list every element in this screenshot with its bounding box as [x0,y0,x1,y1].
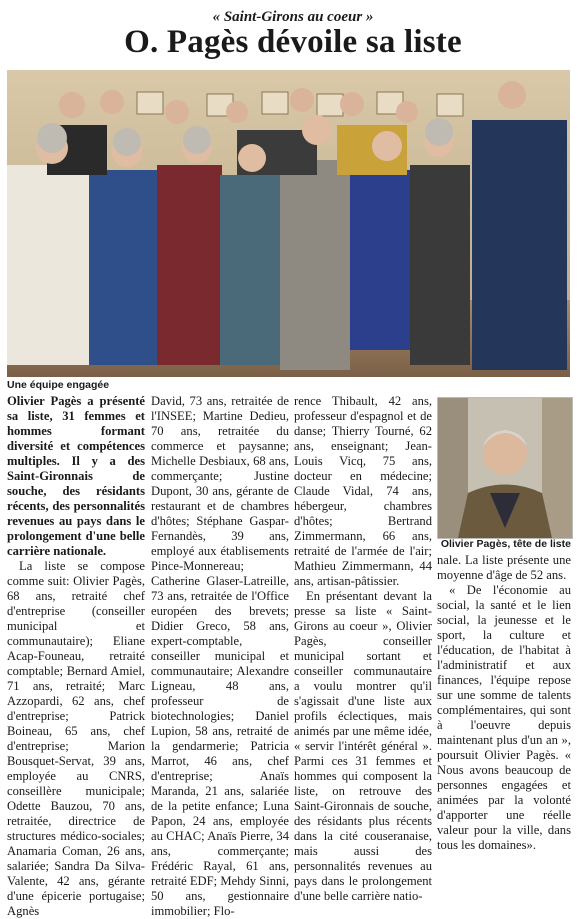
text-column-2 [151,394,289,919]
portrait-image [438,398,572,538]
group-photo-image [7,70,570,377]
article-headline: O. Pagès dévoile sa liste [124,24,462,60]
lead-paragraph: Olivier Pagès a présenté sa liste, 31 femmes et hommes formant diversité et compétences multiples. Il y a des Saint-Gironnais de souche, des résidants récents, des personnalités revenues au pays dans le prolongement d'une belle carrière nationale. [7,394,145,558]
portrait-caption: Olivier Pagès, tête de liste [440,538,571,550]
text-column-4 [437,553,571,853]
group-photo [7,70,570,377]
paragraph: La liste se compose comme suit: Olivier Pagès, 68 ans, retraité chef d'entreprise (conseiller municipal et communautaire); Eliane Acap-Founeau, retraité comptable; Bernard Amiel, 71 ans, retraité; Marc Azzopardi, 62 ans, chef d'entreprise; Patrick Boineau, 65 ans, chef d'entreprise; Marion Bousquet-Servat, 39 ans, employée au CNRS, conseillère municipale; Odette Bauzou, 70 ans, retraitée, directrice de structures médico-sociales; Anamaria Coman, 26 ans, salariée; Sandra Da Silva-Valente, 42 ans, gérante d'une épicerie portugaise; Agnès [7,559,145,918]
photo-caption: Une équipe engagée [7,379,110,391]
portrait-photo [437,397,573,539]
paragraph: rence Thibault, 42 ans, professeur d'espagnol et de danse; Thierry Tourné, 62 ans, enseignant; Jean-Louis Vicq, 75 ans, docteur en médecine; Claude Vidal, 74 ans, hébergeur, chambres d'hôtes; Bertrand Zimmermann, 66 ans, retraité de l'armée de l'air; Mathieu Zimmermann, 44 ans, artisan-pâtissier. [294,394,432,588]
article-kicker: « Saint-Girons au coeur » [212,9,374,25]
text-column-1 [7,394,145,919]
paragraph: David, 73 ans, retraitée de l'INSEE; Martine Dedieu, 70 ans, retraitée du commerce et paysanne; Michelle Desbiaux, 68 ans, commerçante; Justine Dupont, 30 ans, gérante de restaurant et de chambres d'hôtes; Stéphane Gaspar-Fernandès, 39 ans, employé aux établisements Pince-Monnereau; Catherine Glaser-Latreille, 73 ans, retraitée de l'Office européen des brevets; Didier Greco, 58 ans, expert-comptable, conseiller municipal et communautaire; Alexandre Ligneau, 48 ans, professeur de biotechnologies; Daniel Lupion, 58 ans, retraité de la gendarmerie; Patricia Marrot, 46 ans, chef d'entreprise; Anaïs Maranda, 21 ans, salariée de la petite enfance; Luna Papon, 24 ans, employée au CHAC; Anaïs Pierre, 34 ans, commerçante; Frédéric Rayal, 61 ans, retraité EDF; Mehdy Sinni, 50 ans, gestionnaire immobilier; Flo- [151,394,289,918]
paragraph: « De l'économie au social, la santé et le lien social, la jeunesse et le sport, la culture et l'éducation, de l'habitat à l'administratif et aux finances, l'équipe repose sur une somme de talents complémentaires, qui sont à l'oeuvre depuis maintenant plus d'un an », poursuit Olivier Pagès. « Nous avons beaucoup de personnes engagées et animées par la volonté d'apporter une réelle valeur pour la ville, dans tous les domaines». [437,583,571,852]
text-column-3 [294,394,432,904]
paragraph: En présentant devant la presse sa liste « Saint-Girons au coeur », Olivier Pagès, conseiller municipal sortant et conseiller communautaire a voulu montrer qu'il s'agissait d'une liste aux profils éclectiques, mais animés par une même idée, « servir l'intérêt général ». Parmi ces 31 femmes et hommes qui composent la liste, on retrouve des Saint-Gironnais de souche, des résidants plus récents dans la cité couseranaise, mais aussi des personnalités revenues au pays dans le prolongement d'une belle carrière natio- [294,589,432,903]
paragraph: nale. La liste présente une moyenne d'âge de 52 ans. [437,553,571,582]
